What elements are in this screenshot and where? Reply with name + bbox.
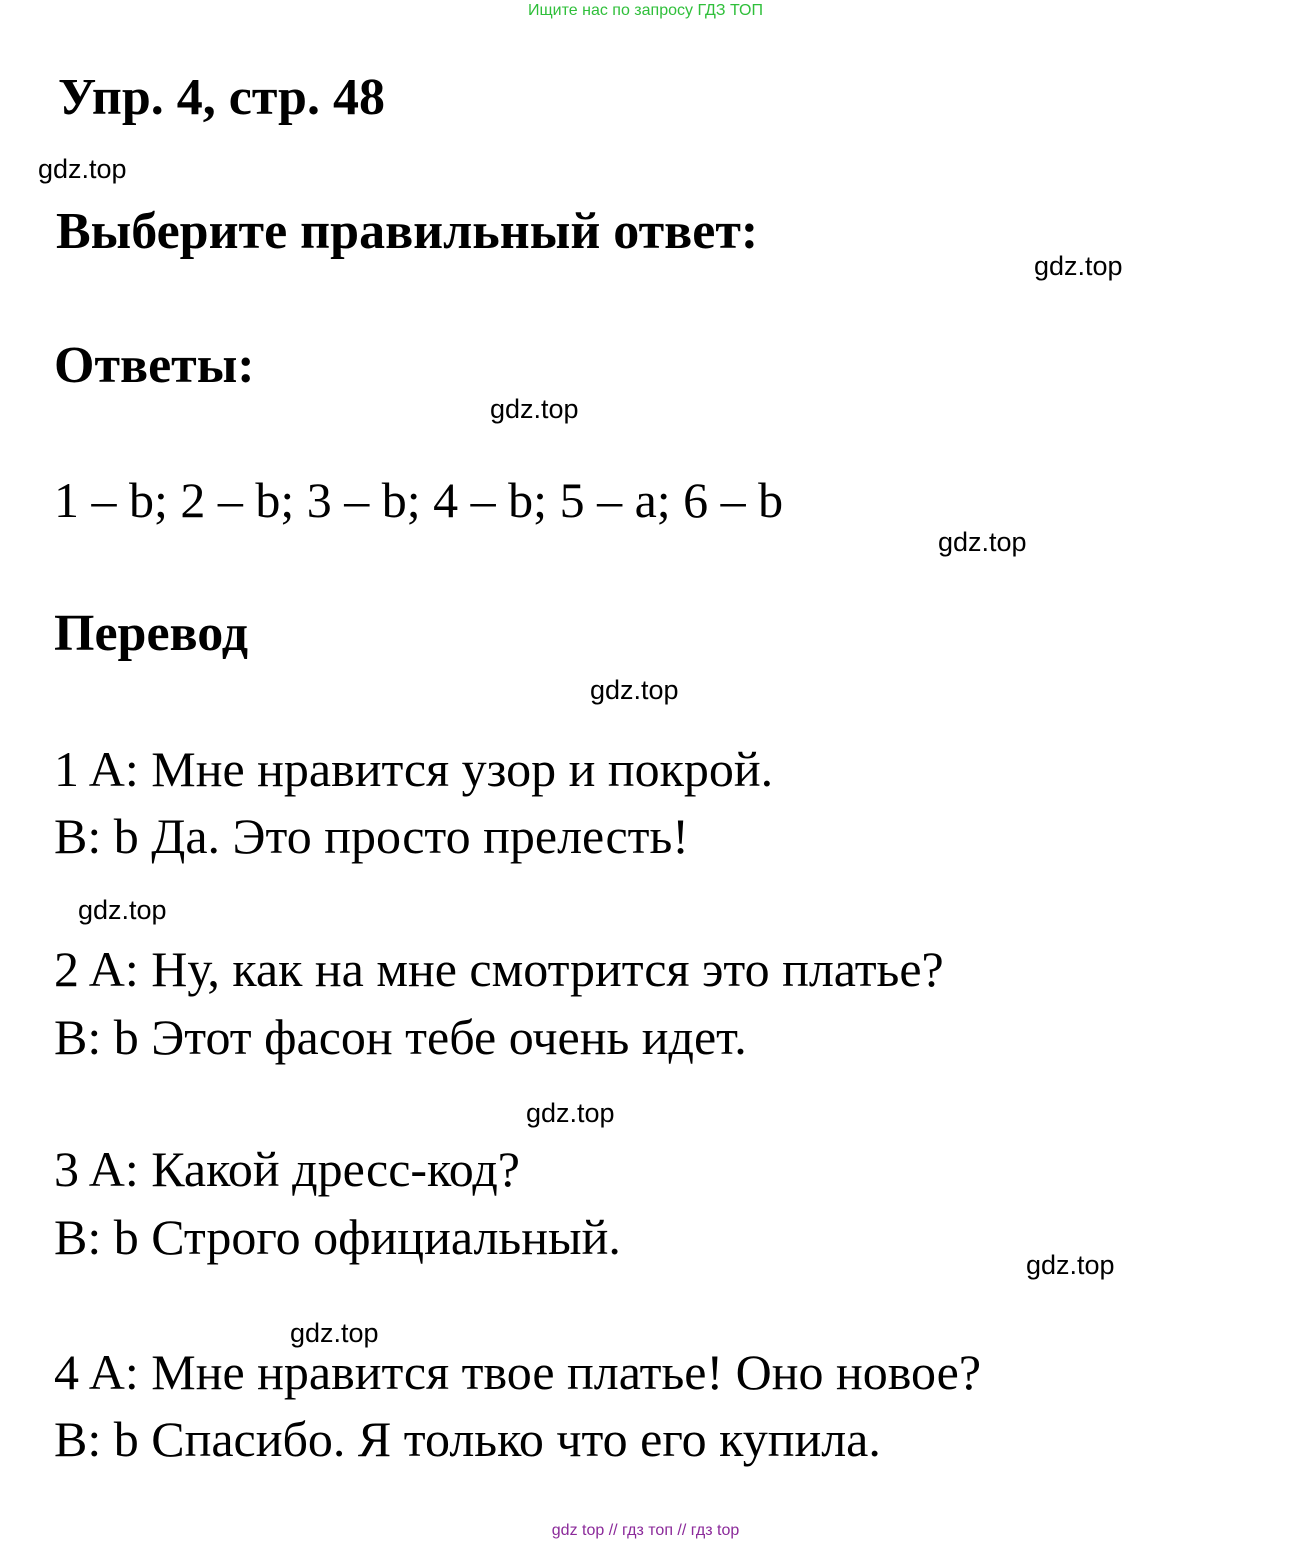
- watermark: gdz.top: [590, 675, 679, 705]
- dialogue-4-a: 4 A: Мне нравится твое платье! Оно новое?: [54, 1344, 982, 1400]
- watermark: gdz.top: [1026, 1250, 1115, 1280]
- page-title: Упр. 4, стр. 48: [58, 69, 385, 126]
- footer-links: gdz top // гдз топ // гдз top: [551, 1522, 740, 1539]
- dialogue-2-b: B: b Этот фасон тебе очень идет.: [54, 1009, 747, 1065]
- dialogue-3-a: 3 A: Какой дресс-код?: [54, 1141, 520, 1197]
- translation-heading: Перевод: [54, 605, 249, 662]
- top-banner: Ищите нас по запросу ГДЗ ТОП: [528, 2, 763, 19]
- answers-line: 1 – b; 2 – b; 3 – b; 4 – b; 5 – a; 6 – b: [54, 472, 784, 528]
- watermark: gdz.top: [938, 527, 1027, 557]
- dialogue-1-a: 1 A: Мне нравится узор и покрой.: [54, 741, 774, 797]
- dialogue-1-b: B: b Да. Это просто прелесть!: [54, 808, 689, 864]
- watermark: gdz.top: [290, 1318, 379, 1348]
- dialogue-4-b: B: b Спасибо. Я только что его купила.: [54, 1411, 881, 1467]
- watermark: gdz.top: [1034, 251, 1123, 281]
- watermark: gdz.top: [490, 394, 579, 424]
- dialogue-3-b: B: b Строго официальный.: [54, 1209, 621, 1265]
- watermark: gdz.top: [78, 895, 167, 925]
- watermark: gdz.top: [38, 154, 127, 184]
- answers-heading: Ответы:: [54, 337, 255, 394]
- dialogue-2-a: 2 A: Ну, как на мне смотрится это платье?: [54, 941, 944, 997]
- watermark: gdz.top: [526, 1098, 615, 1128]
- instruction-heading: Выберите правильный ответ:: [56, 203, 759, 260]
